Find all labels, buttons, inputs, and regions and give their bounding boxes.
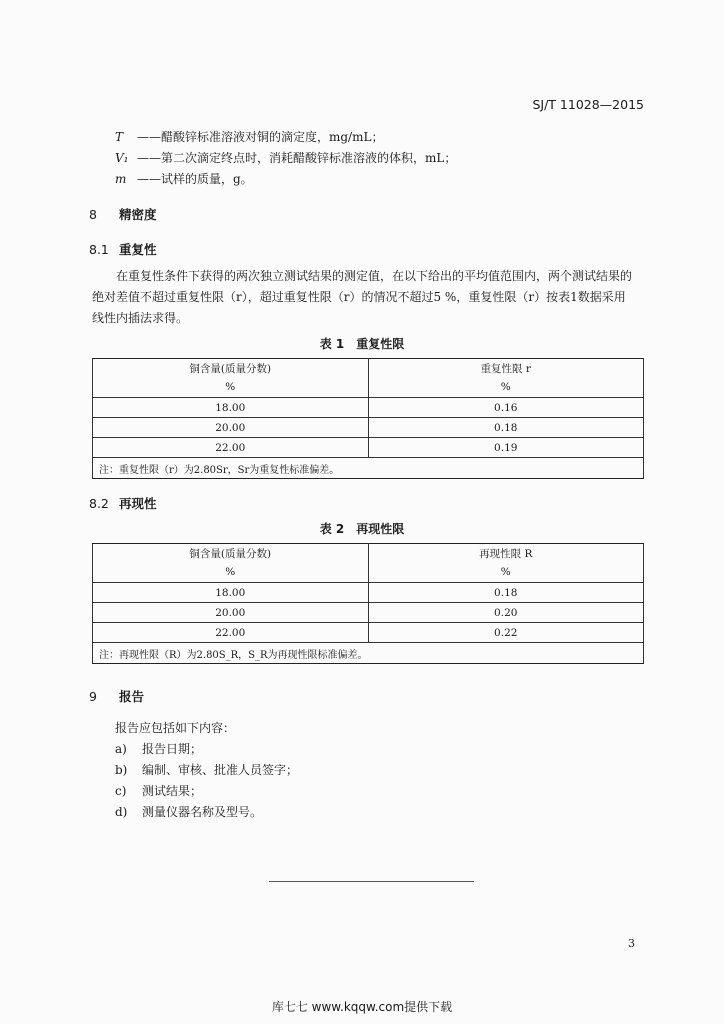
section-8-1-heading: 8.1 重复性: [89, 242, 157, 257]
table-1-header-copper: 铜含量(质量分数) %: [93, 359, 369, 398]
end-rule: [269, 881, 474, 882]
section-8-heading: 8 精密度: [89, 207, 157, 222]
variable-T: T ——醋酸锌标准溶液对铜的滴定度，mg/mL；: [115, 130, 384, 144]
section-8-2-heading: 8.2 再现性: [89, 496, 157, 511]
table-2-note: 注：再现性限（R）为2.80S_R，S_R为再现性限标准偏差。: [93, 643, 644, 664]
report-intro: 报告应包括如下内容：: [115, 721, 236, 735]
table-2-header-copper: 铜含量(质量分数) %: [93, 544, 369, 583]
list-item: d) 测量仪器名称及型号。: [115, 805, 263, 819]
table-row: 22.00 0.22: [93, 623, 644, 643]
table-2: [92, 543, 644, 664]
section-9-heading: 9 报告: [89, 689, 145, 704]
standard-code-header: SJ/T 11028—2015: [532, 97, 644, 112]
list-item: c) 测试结果；: [115, 784, 203, 798]
list-item: b) 编制、审核、批准人员签字；: [115, 763, 299, 777]
table-1-title: 表 1 重复性限: [319, 337, 405, 351]
table-row: 20.00 0.20: [93, 603, 644, 623]
page-number: 3: [628, 937, 635, 950]
download-footer: 库七七 www.kqqw.com提供下载: [271, 1000, 453, 1014]
variable-m: m ——试样的质量，g。: [115, 172, 253, 186]
table-1-note: 注：重复性限（r）为2.80Sr，Sr为重复性标准偏差。: [93, 458, 644, 479]
table-1: [92, 358, 644, 479]
table-row: 18.00 0.18: [93, 583, 644, 603]
variable-definitions: [115, 127, 456, 190]
section-8-1-paragraph: 在重复性条件下获得的两次独立测试结果的测定值，在以下给出的平均值范围内，两个测试结果的 绝对差值不超过重复性限（r），超过重复性限（r）的情况不超过5 %，重复性限（r）按表1数据采用 线性内插法求得。: [92, 269, 633, 325]
table-row: 22.00 0.19: [93, 438, 644, 458]
table-row: 20.00 0.18: [93, 418, 644, 438]
table-row: 18.00 0.16: [93, 398, 644, 418]
table-1-header-limit: 重复性限 r %: [368, 359, 644, 398]
table-2-header-limit: 再现性限 R %: [368, 544, 644, 583]
variable-V1: V₁ ——第二次滴定终点时，消耗醋酸锌标准溶液的体积，mL；: [115, 151, 457, 165]
table-2-title: 表 2 再现性限: [319, 522, 405, 536]
list-item: a) 报告日期；: [115, 742, 203, 756]
report-contents-list: [115, 718, 298, 823]
